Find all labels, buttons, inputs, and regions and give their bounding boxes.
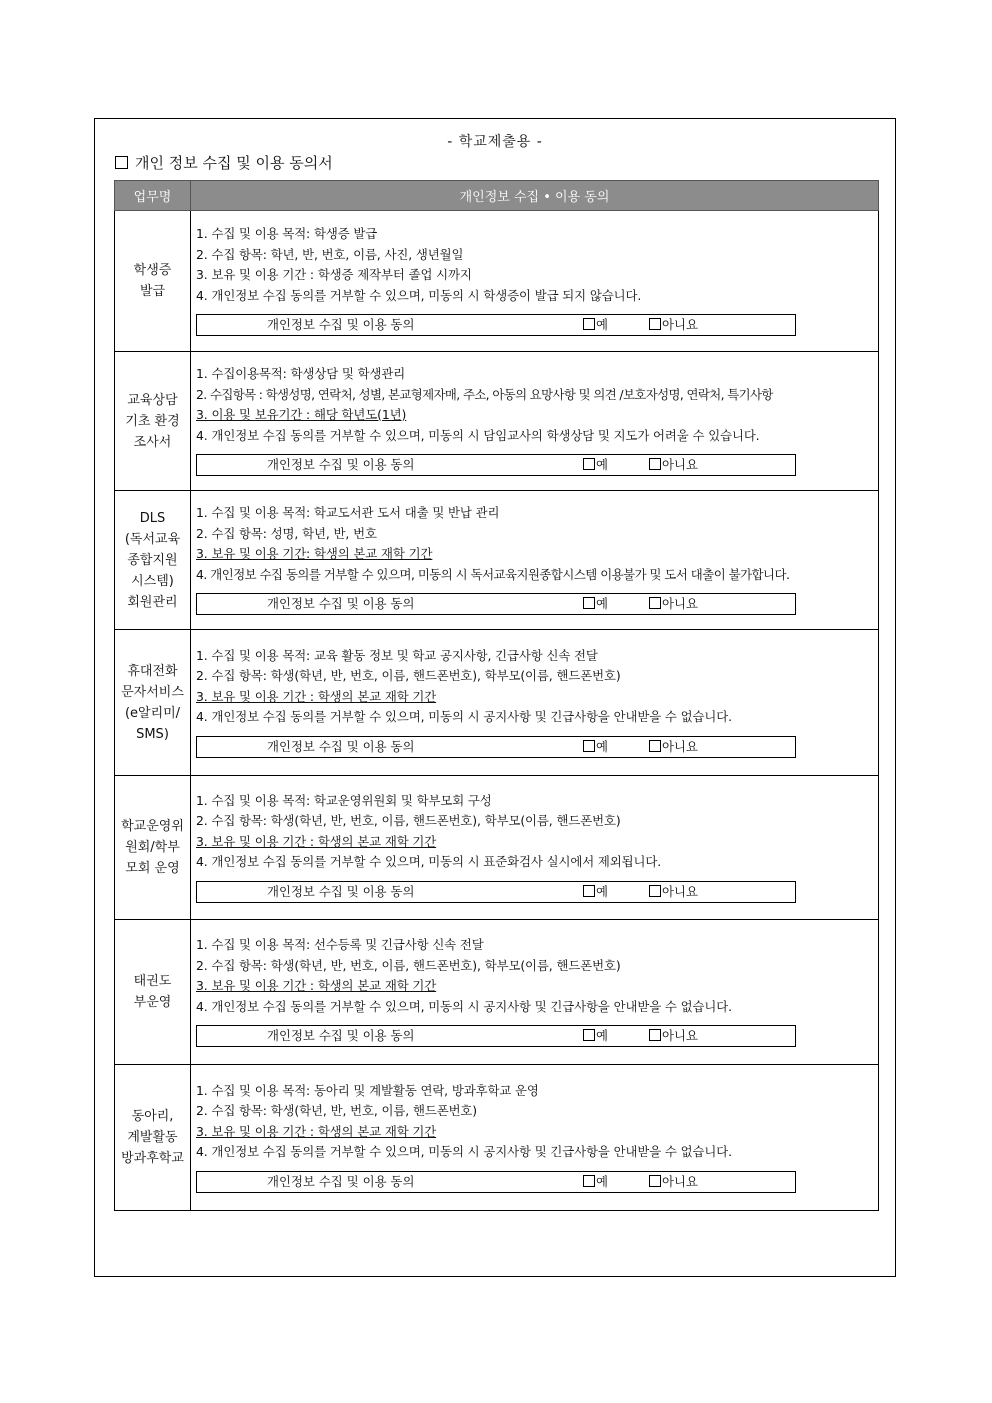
- table-row: [115, 352, 879, 491]
- agree-no-option[interactable]: [649, 882, 698, 902]
- agree-box: [196, 593, 796, 615]
- task-name: 태권도 부운영: [115, 920, 191, 1065]
- no-label: 아니요: [662, 317, 698, 332]
- purpose-line: 1. 수집 및 이용 목적: 학교도서관 도서 대출 및 반납 관리: [196, 505, 500, 520]
- checkbox-icon[interactable]: [583, 1029, 595, 1041]
- document-title: 개인 정보 수집 및 이용 동의서: [135, 154, 333, 172]
- table-row: [115, 630, 879, 776]
- checkbox-icon[interactable]: [583, 740, 595, 752]
- checkbox-icon[interactable]: [649, 1175, 661, 1187]
- items-line: 2. 수집 항목: 학생(학년, 반, 번호, 이름, 핸드폰번호), 학부모(이름, 핸드폰번호): [196, 813, 621, 828]
- checkbox-icon[interactable]: [649, 740, 661, 752]
- purpose-line: 1. 수집 및 이용 목적: 동아리 및 계발활동 연락, 방과후학교 운영: [196, 1082, 539, 1098]
- yes-label: 예: [596, 596, 608, 611]
- checkbox-icon[interactable]: [649, 1029, 661, 1041]
- header-consent: 개인정보 수집 • 이용 동의: [191, 181, 879, 211]
- refusal-line: 4. 개인정보 수집 동의를 거부할 수 있으며, 미동의 시 공지사항 및 긴급사항을 안내받을 수 없습니다.: [196, 1144, 732, 1159]
- refusal-line: 4. 개인정보 수집 동의를 거부할 수 있으며, 미동의 시 공지사항 및 긴급사항을 안내받을 수 없습니다.: [196, 998, 732, 1014]
- agree-box: [196, 1171, 796, 1193]
- items-line: 2. 수집 항목: 학생(학년, 반, 번호, 이름, 핸드폰번호): [196, 1103, 478, 1118]
- yes-label: 예: [596, 1028, 608, 1043]
- agree-yes-option[interactable]: [583, 594, 608, 614]
- checkbox-icon[interactable]: [649, 318, 661, 330]
- items-line: 2. 수집 항목: 학생(학년, 반, 번호, 이름, 핸드폰번호), 학부모(이름, 핸드폰번호): [196, 957, 621, 973]
- table-row: [115, 776, 879, 920]
- no-label: 아니요: [662, 457, 698, 472]
- checkbox-icon[interactable]: [649, 597, 661, 609]
- task-name: 학교운영위 원회/학부 모회 운영: [115, 776, 191, 920]
- agree-yes-option[interactable]: [583, 1172, 608, 1192]
- period-line: 3. 보유 및 이용 기간 : 학생증 제작부터 졸업 시까지: [196, 267, 472, 282]
- agree-label: 개인정보 수집 및 이용 동의: [267, 738, 415, 754]
- yes-label: 예: [596, 457, 608, 472]
- refusal-line: 4. 개인정보 수집 동의를 거부할 수 있으며, 미동의 시 공지사항 및 긴급사항을 안내받을 수 없습니다.: [196, 709, 732, 724]
- table-row: [115, 1065, 879, 1211]
- period-line: 3. 보유 및 이용 기간 : 학생의 본교 재학 기간: [196, 688, 437, 704]
- items-line: 2. 수집 항목: 성명, 학년, 반, 번호: [196, 525, 377, 541]
- agree-box: [196, 736, 796, 758]
- items-line: 2. 수집항목 : 학생성명, 연락처, 성별, 본교형제자매, 주소, 아동의 요망사항 및 의견 /보호자성명, 연락처, 특기사항: [196, 386, 773, 402]
- agree-no-option[interactable]: [649, 315, 698, 335]
- refusal-line: 4. 개인정보 수집 동의를 거부할 수 있으며, 미동의 시 학생증이 발급 되지 않습니다.: [196, 287, 642, 303]
- consent-table: [114, 180, 879, 1211]
- checkbox-icon[interactable]: [583, 597, 595, 609]
- refusal-line: 4. 개인정보 수집 동의를 거부할 수 있으며, 미동의 시 독서교육지원종합시스템 이용불가 및 도서 대출이 불가합니다.: [196, 566, 790, 582]
- items-line: 2. 수집 항목: 학년, 반, 번호, 이름, 사진, 생년월일: [196, 246, 464, 262]
- period-line: 3. 보유 및 이용 기간 : 학생의 본교 재학 기간: [196, 833, 437, 849]
- purpose-line: 1. 수집 및 이용 목적: 학교운영위원회 및 학부모회 구성: [196, 792, 492, 808]
- agree-yes-option[interactable]: [583, 455, 608, 475]
- consent-cell: [191, 920, 879, 1065]
- items-line: 2. 수집 항목: 학생(학년, 반, 번호, 이름, 핸드폰번호), 학부모(이름, 핸드폰번호): [196, 668, 621, 683]
- agree-label: 개인정보 수집 및 이용 동의: [267, 1028, 415, 1043]
- no-label: 아니요: [662, 738, 698, 754]
- consent-cell: [191, 776, 879, 920]
- purpose-line: 1. 수집이용목적: 학생상담 및 학생관리: [196, 366, 406, 381]
- yes-label: 예: [596, 883, 608, 899]
- agree-yes-option[interactable]: [583, 1026, 608, 1046]
- agree-label: 개인정보 수집 및 이용 동의: [267, 1173, 415, 1189]
- agree-label: 개인정보 수집 및 이용 동의: [267, 883, 415, 899]
- agree-box: [196, 1025, 796, 1047]
- no-label: 아니요: [662, 1173, 698, 1189]
- purpose-line: 1. 수집 및 이용 목적: 학생증 발급: [196, 226, 378, 241]
- agree-box: [196, 314, 796, 336]
- checkbox-icon[interactable]: [583, 885, 595, 897]
- document-title-row: [115, 152, 333, 173]
- no-label: 아니요: [662, 1028, 698, 1043]
- agree-label: 개인정보 수집 및 이용 동의: [267, 457, 415, 472]
- checkbox-square-icon: [115, 156, 128, 169]
- period-line: 3. 보유 및 이용 기간: 학생의 본교 재학 기간: [196, 546, 433, 561]
- yes-label: 예: [596, 738, 608, 754]
- agree-box: [196, 454, 796, 476]
- period-line: 3. 보유 및 이용 기간 : 학생의 본교 재학 기간: [196, 1123, 437, 1139]
- yes-label: 예: [596, 317, 608, 332]
- purpose-line: 1. 수집 및 이용 목적: 선수등록 및 긴급사항 신속 전달: [196, 937, 484, 952]
- table-row: [115, 491, 879, 630]
- task-name: 동아리, 계발활동 방과후학교: [115, 1065, 191, 1211]
- checkbox-icon[interactable]: [583, 1175, 595, 1187]
- table-row: [115, 211, 879, 352]
- refusal-line: 4. 개인정보 수집 동의를 거부할 수 있으며, 미동의 시 표준화검사 실시에서 제외됩니다.: [196, 854, 662, 869]
- task-name: DLS (독서교육 종합지원 시스템) 회원관리: [115, 491, 191, 630]
- agree-no-option[interactable]: [649, 737, 698, 757]
- checkbox-icon[interactable]: [583, 318, 595, 330]
- no-label: 아니요: [662, 596, 698, 611]
- period-line: 3. 이용 및 보유기간 : 해당 학년도(1년): [196, 407, 407, 422]
- agree-box: [196, 881, 796, 903]
- task-name: 교육상담 기초 환경 조사서: [115, 352, 191, 491]
- agree-no-option[interactable]: [649, 594, 698, 614]
- agree-label: 개인정보 수집 및 이용 동의: [267, 596, 415, 611]
- agree-yes-option[interactable]: [583, 737, 608, 757]
- consent-cell: [191, 352, 879, 491]
- consent-cell: [191, 1065, 879, 1211]
- agree-yes-option[interactable]: [583, 882, 608, 902]
- table-header-row: [115, 181, 879, 211]
- document-frame: [94, 118, 896, 1277]
- header-task-name: 업무명: [115, 181, 191, 211]
- consent-cell: [191, 630, 879, 776]
- refusal-line: 4. 개인정보 수집 동의를 거부할 수 있으며, 미동의 시 담임교사의 학생상담 및 지도가 어려울 수 있습니다.: [196, 427, 760, 443]
- task-name: 휴대전화 문자서비스 (e알리미/ SMS): [115, 630, 191, 776]
- checkbox-icon[interactable]: [649, 885, 661, 897]
- agree-no-option[interactable]: [649, 1026, 698, 1046]
- agree-no-option[interactable]: [649, 1172, 698, 1192]
- agree-label: 개인정보 수집 및 이용 동의: [267, 317, 415, 332]
- consent-cell: [191, 211, 879, 352]
- purpose-line: 1. 수집 및 이용 목적: 교육 활동 정보 및 학교 공지사항, 긴급사항 신속 전달: [196, 647, 598, 663]
- agree-yes-option[interactable]: [583, 315, 608, 335]
- yes-label: 예: [596, 1173, 608, 1189]
- task-name: 학생증 발급: [115, 211, 191, 352]
- no-label: 아니요: [662, 883, 698, 899]
- agree-no-option[interactable]: [649, 455, 698, 475]
- consent-cell: [191, 491, 879, 630]
- checkbox-icon[interactable]: [583, 458, 595, 470]
- checkbox-icon[interactable]: [649, 458, 661, 470]
- period-line: 3. 보유 및 이용 기간 : 학생의 본교 재학 기간: [196, 978, 437, 993]
- table-row: [115, 920, 879, 1065]
- document-subtitle: - 학교제출용 -: [447, 134, 543, 150]
